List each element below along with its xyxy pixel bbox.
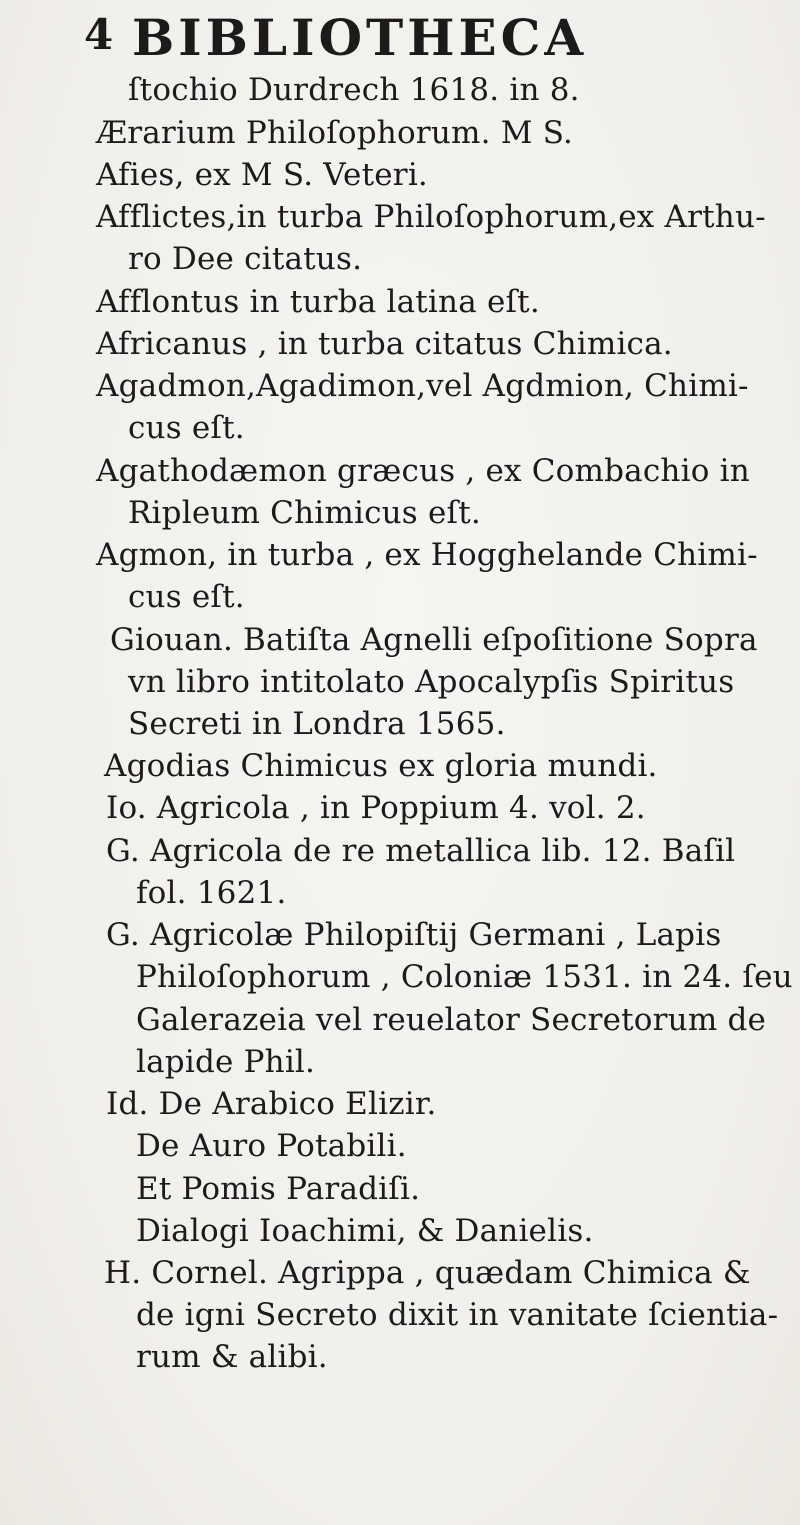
- text-line: vn libro intitolato Apocalypſis Spiritus: [128, 664, 735, 700]
- text-line: lapide Phil.: [136, 1044, 316, 1080]
- text-line: ſtochio Durdrech 1618. in 8.: [128, 72, 580, 108]
- text-line: cus eſt.: [128, 410, 245, 446]
- text-line: ro Dee citatus.: [128, 241, 363, 277]
- text-line: Africanus , in turba citatus Chimica.: [96, 326, 673, 362]
- text-line: Afies, ex M S. Veteri.: [96, 157, 428, 193]
- text-line: Ærarium Philoſophorum. M S.: [96, 115, 574, 151]
- text-line: Io. Agricola , in Poppium 4. vol. 2.: [106, 790, 646, 826]
- text-line: G. Agricola de re metallica lib. 12. Baſil: [106, 833, 736, 869]
- text-line: rum & alibi.: [136, 1339, 328, 1375]
- text-line: H. Cornel. Agrippa , quædam Chimica &: [104, 1255, 751, 1291]
- text-line: Afflictes,in turba Philoſophorum,ex Arthu-: [96, 199, 766, 235]
- text-line: G. Agricolæ Philopiſtij Germani , Lapis: [106, 917, 722, 953]
- text-line: Et Pomis Paradiſi.: [136, 1171, 421, 1207]
- text-line: Giouan. Batiſta Agnelli eſpoſitione Sopra: [110, 622, 758, 658]
- text-line: Dialogi Ioachimi, & Danielis.: [136, 1213, 594, 1249]
- page-number: 4: [84, 10, 114, 59]
- page-header: [84, 8, 684, 78]
- text-line: Afflontus in turba latina eſt.: [96, 284, 540, 320]
- text-line: Agathodæmon græcus , ex Combachio in: [96, 453, 750, 489]
- text-line: Philoſophorum , Coloniæ 1531. in 24. ſeu: [136, 959, 793, 995]
- text-line: de igni Secreto dixit in vanitate ſcientia-: [136, 1297, 779, 1333]
- text-line: fol. 1621.: [136, 875, 287, 911]
- text-line: Agadmon,Agadimon,vel Agdmion, Chimi-: [96, 368, 749, 404]
- text-line: Galerazeia vel reuelator Secretorum de: [136, 1002, 767, 1038]
- text-line: Id. De Arabico Elizir.: [106, 1086, 437, 1122]
- text-line: Agodias Chimicus ex gloria mundi.: [104, 748, 658, 784]
- text-line: Ripleum Chimicus eſt.: [128, 495, 481, 531]
- text-line: Secreti in Londra 1565.: [128, 706, 506, 742]
- running-title: BIBLIOTHECA: [132, 8, 588, 67]
- text-line: cus eſt.: [128, 579, 245, 615]
- text-line: De Auro Potabili.: [136, 1128, 407, 1164]
- text-line: Agmon, in turba , ex Hogghelande Chimi-: [96, 537, 758, 573]
